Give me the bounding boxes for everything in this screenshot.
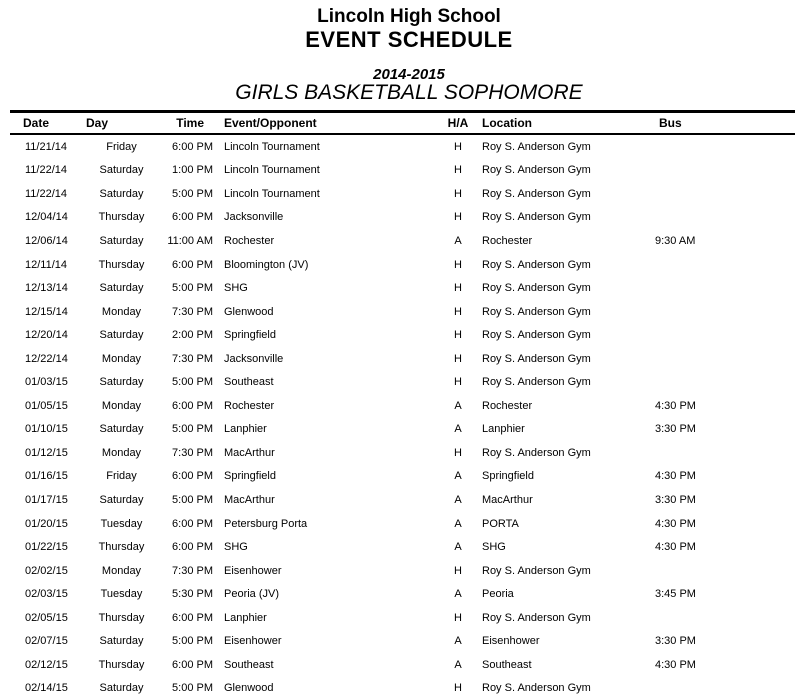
cell-event: Rochester (224, 399, 275, 412)
cell-time: 7:30 PM (172, 352, 213, 365)
cell-day: Saturday (99, 423, 144, 436)
cell-time: 7:30 PM (172, 305, 213, 318)
cell-bus: 3:30 PM (655, 423, 696, 436)
cell-event: Petersburg Porta (224, 517, 308, 530)
column-header-day: Day (86, 116, 109, 130)
cell-date: 01/05/15 (25, 399, 68, 412)
table-row (10, 512, 795, 536)
cell-ha: A (454, 234, 462, 247)
cell-date: 01/10/15 (25, 423, 68, 436)
cell-day: Monday (101, 352, 142, 365)
cell-bus: 3:45 PM (655, 588, 696, 601)
cell-day: Monday (101, 446, 142, 459)
cell-time: 6:00 PM (172, 211, 213, 224)
cell-date: 12/22/14 (25, 352, 68, 365)
cell-date: 02/14/15 (25, 682, 68, 695)
cell-date: 02/02/15 (25, 564, 68, 577)
cell-time: 11:00 AM (167, 234, 213, 247)
cell-location: Springfield (482, 470, 534, 483)
cell-day: Thursday (98, 611, 145, 624)
column-header-bus: Bus (659, 116, 682, 130)
cell-time: 1:00 PM (172, 164, 213, 177)
cell-time: 6:00 PM (172, 658, 213, 671)
cell-date: 02/07/15 (25, 635, 68, 648)
cell-location: Roy S. Anderson Gym (482, 329, 591, 342)
cell-ha: A (454, 470, 462, 483)
cell-time: 7:30 PM (172, 564, 213, 577)
cell-ha: H (454, 682, 462, 695)
cell-location: Roy S. Anderson Gym (482, 164, 591, 177)
cell-location: Eisenhower (482, 635, 540, 648)
cell-event: Bloomington (JV) (224, 258, 309, 271)
cell-date: 11/22/14 (25, 187, 68, 200)
cell-event: Springfield (224, 470, 276, 483)
cell-ha: H (454, 187, 462, 200)
cell-time: 5:00 PM (172, 187, 213, 200)
cell-date: 01/17/15 (25, 493, 68, 506)
column-header-event: Event/Opponent (224, 116, 317, 130)
cell-location: Roy S. Anderson Gym (482, 282, 591, 295)
cell-event: Springfield (224, 329, 276, 342)
table-row (10, 253, 795, 277)
cell-event: Lanphier (224, 611, 267, 624)
cell-date: 11/21/14 (25, 140, 68, 153)
cell-location: Roy S. Anderson Gym (482, 682, 591, 695)
cell-location: Roy S. Anderson Gym (482, 211, 591, 224)
table-row (10, 370, 795, 394)
cell-day: Saturday (99, 329, 144, 342)
cell-ha: H (454, 611, 462, 624)
cell-ha: H (454, 164, 462, 177)
table-row (10, 559, 795, 583)
cell-ha: H (454, 140, 462, 153)
column-header-location: Location (482, 116, 532, 130)
cell-event: Peoria (JV) (224, 588, 280, 601)
cell-time: 6:00 PM (172, 140, 213, 153)
page-title: EVENT SCHEDULE (305, 27, 513, 52)
table-row (10, 677, 795, 698)
cell-bus: 4:30 PM (655, 517, 696, 530)
cell-ha: A (454, 517, 462, 530)
cell-event: Glenwood (224, 305, 274, 318)
cell-ha: H (454, 564, 462, 577)
cell-ha: A (454, 635, 462, 648)
cell-time: 6:00 PM (172, 517, 213, 530)
cell-date: 01/16/15 (25, 470, 68, 483)
cell-day: Saturday (99, 187, 144, 200)
cell-day: Thursday (98, 658, 145, 671)
cell-event: Lanphier (224, 423, 267, 436)
cell-event: MacArthur (224, 493, 275, 506)
table-row (10, 441, 795, 465)
cell-location: Roy S. Anderson Gym (482, 140, 591, 153)
cell-day: Monday (101, 564, 142, 577)
cell-date: 02/03/15 (25, 588, 68, 601)
table-row (10, 653, 795, 677)
cell-day: Thursday (98, 541, 145, 554)
cell-date: 12/20/14 (25, 329, 68, 342)
cell-event: Glenwood (224, 682, 274, 695)
cell-day: Saturday (99, 164, 144, 177)
cell-event: Southeast (224, 376, 274, 389)
cell-bus: 3:30 PM (655, 635, 696, 648)
cell-location: Rochester (482, 234, 533, 247)
column-header-time: Time (176, 116, 204, 130)
cell-bus: 4:30 PM (655, 399, 696, 412)
cell-day: Tuesday (100, 517, 143, 530)
cell-location: Roy S. Anderson Gym (482, 352, 591, 365)
school-name: Lincoln High School (317, 6, 501, 27)
cell-ha: A (454, 493, 462, 506)
cell-day: Friday (106, 470, 137, 483)
cell-date: 11/22/14 (25, 164, 68, 177)
cell-time: 5:00 PM (172, 493, 213, 506)
cell-bus: 4:30 PM (655, 658, 696, 671)
cell-location: Roy S. Anderson Gym (482, 564, 591, 577)
cell-date: 01/22/15 (25, 541, 68, 554)
cell-day: Monday (101, 305, 142, 318)
cell-day: Thursday (98, 258, 145, 271)
table-row (10, 629, 795, 653)
cell-ha: H (454, 329, 462, 342)
cell-time: 6:00 PM (172, 399, 213, 412)
cell-location: Roy S. Anderson Gym (482, 376, 591, 389)
table-row (10, 323, 795, 347)
cell-date: 01/20/15 (25, 517, 68, 530)
table-row (10, 418, 795, 442)
cell-time: 5:00 PM (172, 423, 213, 436)
cell-bus: 9:30 AM (655, 234, 696, 247)
cell-ha: H (454, 211, 462, 224)
cell-date: 01/12/15 (25, 446, 68, 459)
cell-bus: 4:30 PM (655, 541, 696, 554)
cell-event: Lincoln Tournament (224, 164, 320, 177)
cell-location: Roy S. Anderson Gym (482, 305, 591, 318)
cell-time: 7:30 PM (172, 446, 213, 459)
table-row (10, 135, 795, 159)
cell-location: Roy S. Anderson Gym (482, 446, 591, 459)
cell-time: 2:00 PM (172, 329, 213, 342)
cell-event: MacArthur (224, 446, 275, 459)
table-row (10, 465, 795, 489)
table-row (10, 206, 795, 230)
table-row (10, 582, 795, 606)
cell-location: PORTA (482, 517, 519, 530)
cell-time: 5:00 PM (172, 635, 213, 648)
cell-location: Lanphier (482, 423, 525, 436)
cell-ha: A (454, 588, 462, 601)
cell-bus: 3:30 PM (655, 493, 696, 506)
cell-day: Saturday (99, 682, 144, 695)
table-row (10, 394, 795, 418)
cell-location: SHG (482, 541, 506, 554)
cell-day: Saturday (99, 282, 144, 295)
season-label: 2014-2015 (373, 66, 445, 83)
cell-day: Saturday (99, 376, 144, 389)
cell-event: Eisenhower (224, 635, 282, 648)
table-row (10, 488, 795, 512)
table-row (10, 606, 795, 630)
cell-date: 12/11/14 (25, 258, 68, 271)
cell-time: 5:30 PM (172, 588, 213, 601)
cell-event: Jacksonville (224, 352, 284, 365)
table-row (10, 535, 795, 559)
cell-date: 02/12/15 (25, 658, 68, 671)
cell-time: 5:00 PM (172, 282, 213, 295)
cell-date: 12/13/14 (25, 282, 68, 295)
cell-location: Southeast (482, 658, 532, 671)
cell-location: Roy S. Anderson Gym (482, 611, 591, 624)
cell-event: Jacksonville (224, 211, 284, 224)
cell-day: Saturday (99, 493, 144, 506)
cell-time: 6:00 PM (172, 611, 213, 624)
cell-day: Monday (101, 399, 142, 412)
cell-ha: H (454, 305, 462, 318)
cell-ha: H (454, 352, 462, 365)
cell-ha: H (454, 446, 462, 459)
cell-bus: 4:30 PM (655, 470, 696, 483)
cell-day: Thursday (98, 211, 145, 224)
cell-date: 01/03/15 (25, 376, 68, 389)
table-row (10, 276, 795, 300)
cell-location: Peoria (482, 588, 514, 601)
cell-event: Lincoln Tournament (224, 140, 320, 153)
cell-time: 6:00 PM (172, 258, 213, 271)
table-body (10, 135, 795, 698)
cell-date: 12/15/14 (25, 305, 68, 318)
cell-ha: H (454, 376, 462, 389)
cell-location: Roy S. Anderson Gym (482, 187, 591, 200)
cell-day: Friday (106, 140, 137, 153)
cell-time: 6:00 PM (172, 541, 213, 554)
cell-date: 12/04/14 (25, 211, 68, 224)
cell-event: SHG (224, 282, 248, 295)
cell-date: 02/05/15 (25, 611, 68, 624)
column-header-date: Date (23, 116, 50, 130)
cell-ha: A (454, 541, 462, 554)
cell-ha: A (454, 399, 462, 412)
cell-ha: H (454, 282, 462, 295)
cell-event: Eisenhower (224, 564, 282, 577)
cell-time: 6:00 PM (172, 470, 213, 483)
table-row (10, 300, 795, 324)
cell-day: Saturday (99, 635, 144, 648)
table-row (10, 159, 795, 183)
document-header (0, 0, 800, 103)
schedule-table (10, 110, 795, 698)
cell-ha: A (454, 658, 462, 671)
team-label: GIRLS BASKETBALL SOPHOMORE (235, 81, 583, 104)
table-header-row (10, 110, 795, 135)
cell-event: Rochester (224, 234, 275, 247)
column-header-ha: H/A (447, 116, 469, 130)
cell-day: Saturday (99, 234, 144, 247)
cell-location: Rochester (482, 399, 533, 412)
cell-day: Tuesday (100, 588, 143, 601)
cell-ha: A (454, 423, 462, 436)
cell-event: Lincoln Tournament (224, 187, 320, 200)
table-row (10, 182, 795, 206)
table-row (10, 347, 795, 371)
cell-location: MacArthur (482, 493, 533, 506)
cell-time: 5:00 PM (172, 682, 213, 695)
table-row (10, 229, 795, 253)
cell-event: Southeast (224, 658, 274, 671)
cell-event: SHG (224, 541, 248, 554)
cell-time: 5:00 PM (172, 376, 213, 389)
cell-date: 12/06/14 (25, 234, 68, 247)
cell-location: Roy S. Anderson Gym (482, 258, 591, 271)
cell-ha: H (454, 258, 462, 271)
